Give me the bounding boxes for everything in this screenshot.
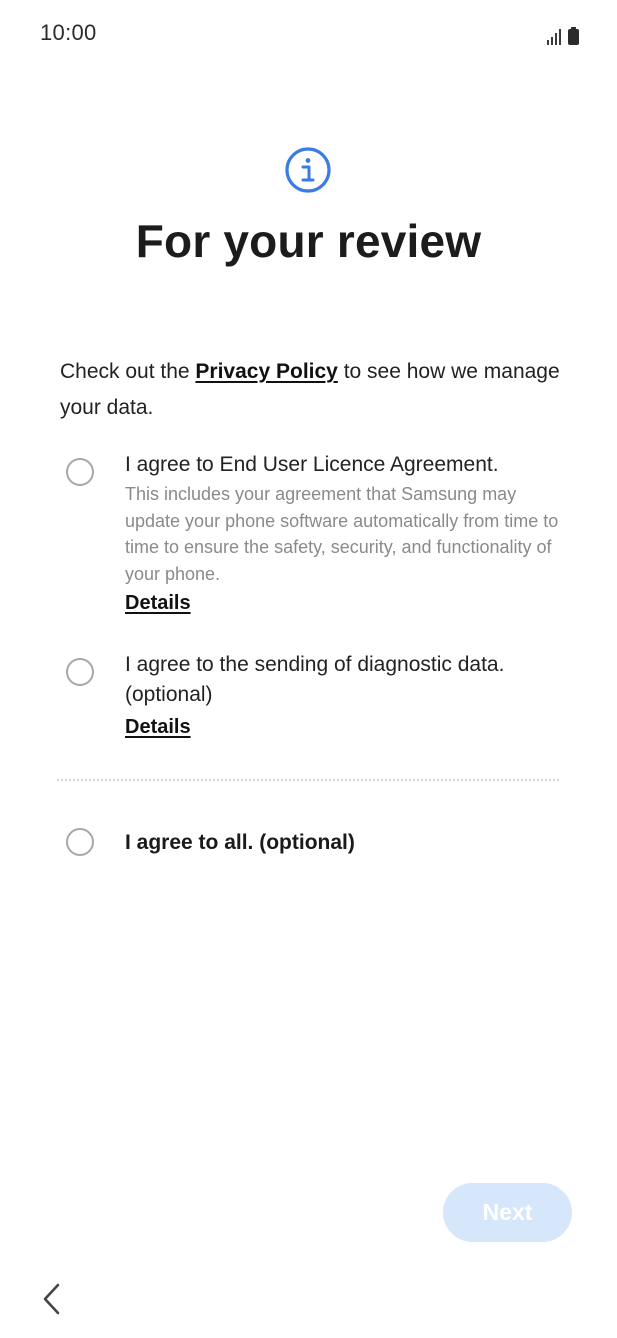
agree-all-radio[interactable] bbox=[66, 828, 94, 856]
agree-all-label: I agree to all. bbox=[125, 831, 254, 854]
diagnostic-title: I agree to the sending of diagnostic data. (optional) bbox=[125, 653, 505, 706]
intro-text bbox=[60, 354, 560, 426]
agree-all-optional: (optional) bbox=[253, 831, 355, 854]
intro-prefix: Check out the bbox=[60, 360, 196, 383]
eula-title: I agree to End User Licence Agreement. bbox=[125, 453, 499, 476]
diagnostic-radio[interactable] bbox=[66, 658, 94, 686]
diagnostic-agreement-row[interactable] bbox=[60, 650, 560, 750]
diagnostic-details-link[interactable]: Details bbox=[125, 716, 191, 738]
next-button[interactable]: Next bbox=[443, 1183, 572, 1242]
eula-text bbox=[125, 450, 565, 614]
diagnostic-text bbox=[125, 650, 565, 738]
privacy-policy-link[interactable]: Privacy Policy bbox=[195, 360, 338, 383]
eula-radio[interactable] bbox=[66, 458, 94, 486]
chevron-left-icon[interactable] bbox=[38, 1282, 66, 1316]
eula-details-link[interactable]: Details bbox=[125, 592, 191, 614]
battery-icon bbox=[568, 27, 579, 45]
status-time: 10:00 bbox=[40, 20, 97, 45]
eula-agreement-row[interactable] bbox=[60, 450, 560, 630]
status-bar bbox=[0, 0, 617, 68]
intro-suffix: to see how we manage your data. bbox=[60, 360, 560, 419]
agree-all-row[interactable] bbox=[60, 826, 560, 866]
dotted-divider bbox=[57, 779, 559, 781]
signal-icon bbox=[547, 27, 563, 45]
info-icon bbox=[284, 146, 332, 194]
agree-all-text bbox=[125, 828, 565, 858]
status-icons bbox=[547, 23, 579, 45]
eula-description: This includes your agreement that Samsung may update your phone software automatically from time to time to ensure the safety, security, and functionality of your phone. bbox=[125, 484, 559, 584]
page-title: For your review bbox=[135, 215, 482, 267]
